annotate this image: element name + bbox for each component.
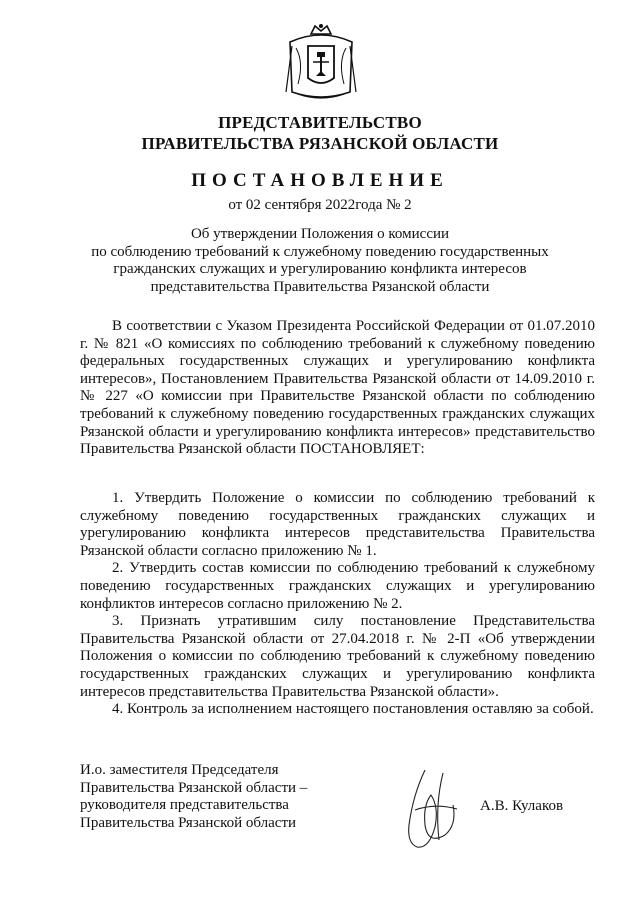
subject-line: по соблюдению требований к служебному поведению государственных — [91, 243, 549, 260]
resolution-item: 2. Утвердить состав комиссии по соблюдению требований к служебному поведению государственных гражданских служащих и урегулированию конфликтов интересов согласно приложению № 2. — [80, 560, 595, 612]
signatory-title-line: И.о. заместителя Председателя — [80, 762, 279, 778]
resolution-item: 4. Контроль за исполнением настоящего постановления оставляю за собой. — [112, 701, 594, 718]
subject-line: представительства Правительства Рязанской области — [150, 278, 490, 295]
signatory-name: А.В. Кулаков — [480, 798, 564, 814]
org-name-line-1: ПРЕДСТАВИТЕЛЬСТВО — [218, 113, 422, 132]
document-subject — [80, 226, 560, 296]
signatory-title-line: Правительства Рязанской области — [80, 814, 297, 831]
subject-line: гражданских служащих и урегулированию конфликта интересов — [113, 261, 527, 278]
resolution-item: 3. Признать утратившим силу постановление Представительства Правительства Рязанской области от 27.04.2018 г. № 2-П «Об утверждении Положения о комиссии по соблюдению требований к служебному поведению государственных гражданских служащих и урегулированию конфликта интересов представительства Правительства Рязанской области». — [80, 613, 595, 700]
resolution-item: 1. Утвердить Положение о комиссии по соблюдению требований к служебному поведению государственных гражданских служащих и урегулированию конфликта интересов представительства Правительства Рязанской области согласно приложению № 1. — [80, 490, 595, 559]
subject-line: Об утверждении Положения о комиссии — [190, 226, 450, 242]
coat-of-arms-icon — [278, 22, 364, 104]
handwritten-signature — [395, 765, 475, 855]
org-name-line-2: ПРАВИТЕЛЬСТВА РЯЗАНСКОЙ ОБЛАСТИ — [141, 134, 499, 153]
signatory-title-line: руководителя представительства — [80, 797, 289, 814]
signatory-title-line: Правительства Рязанской области – — [80, 779, 308, 796]
preamble-paragraph: В соответствии с Указом Президента Российской Федерации от 01.07.2010 г. № 821 «О комиссиях по соблюдению требований к служебному поведению федеральных государственных служащих и урегулированию конфликта интересов», Постановлением Правительства Рязанской области от 14.09.2010 г. № 227 «О комиссии при Правительстве Рязанской области по соблюдению требований к служебному поведению государственных гражданских служащих Рязанской области и урегулированию конфликта интересов» представительство Правительства Рязанской области ПОСТАНОВЛЯЕТ: — [80, 318, 595, 458]
resolution-items — [80, 490, 595, 719]
document-type: ПОСТАНОВЛЕНИЕ — [191, 170, 449, 191]
document-date: от 02 сентября 2022года № 2 — [228, 197, 412, 213]
preamble — [80, 318, 595, 459]
signatory-title — [80, 762, 380, 832]
